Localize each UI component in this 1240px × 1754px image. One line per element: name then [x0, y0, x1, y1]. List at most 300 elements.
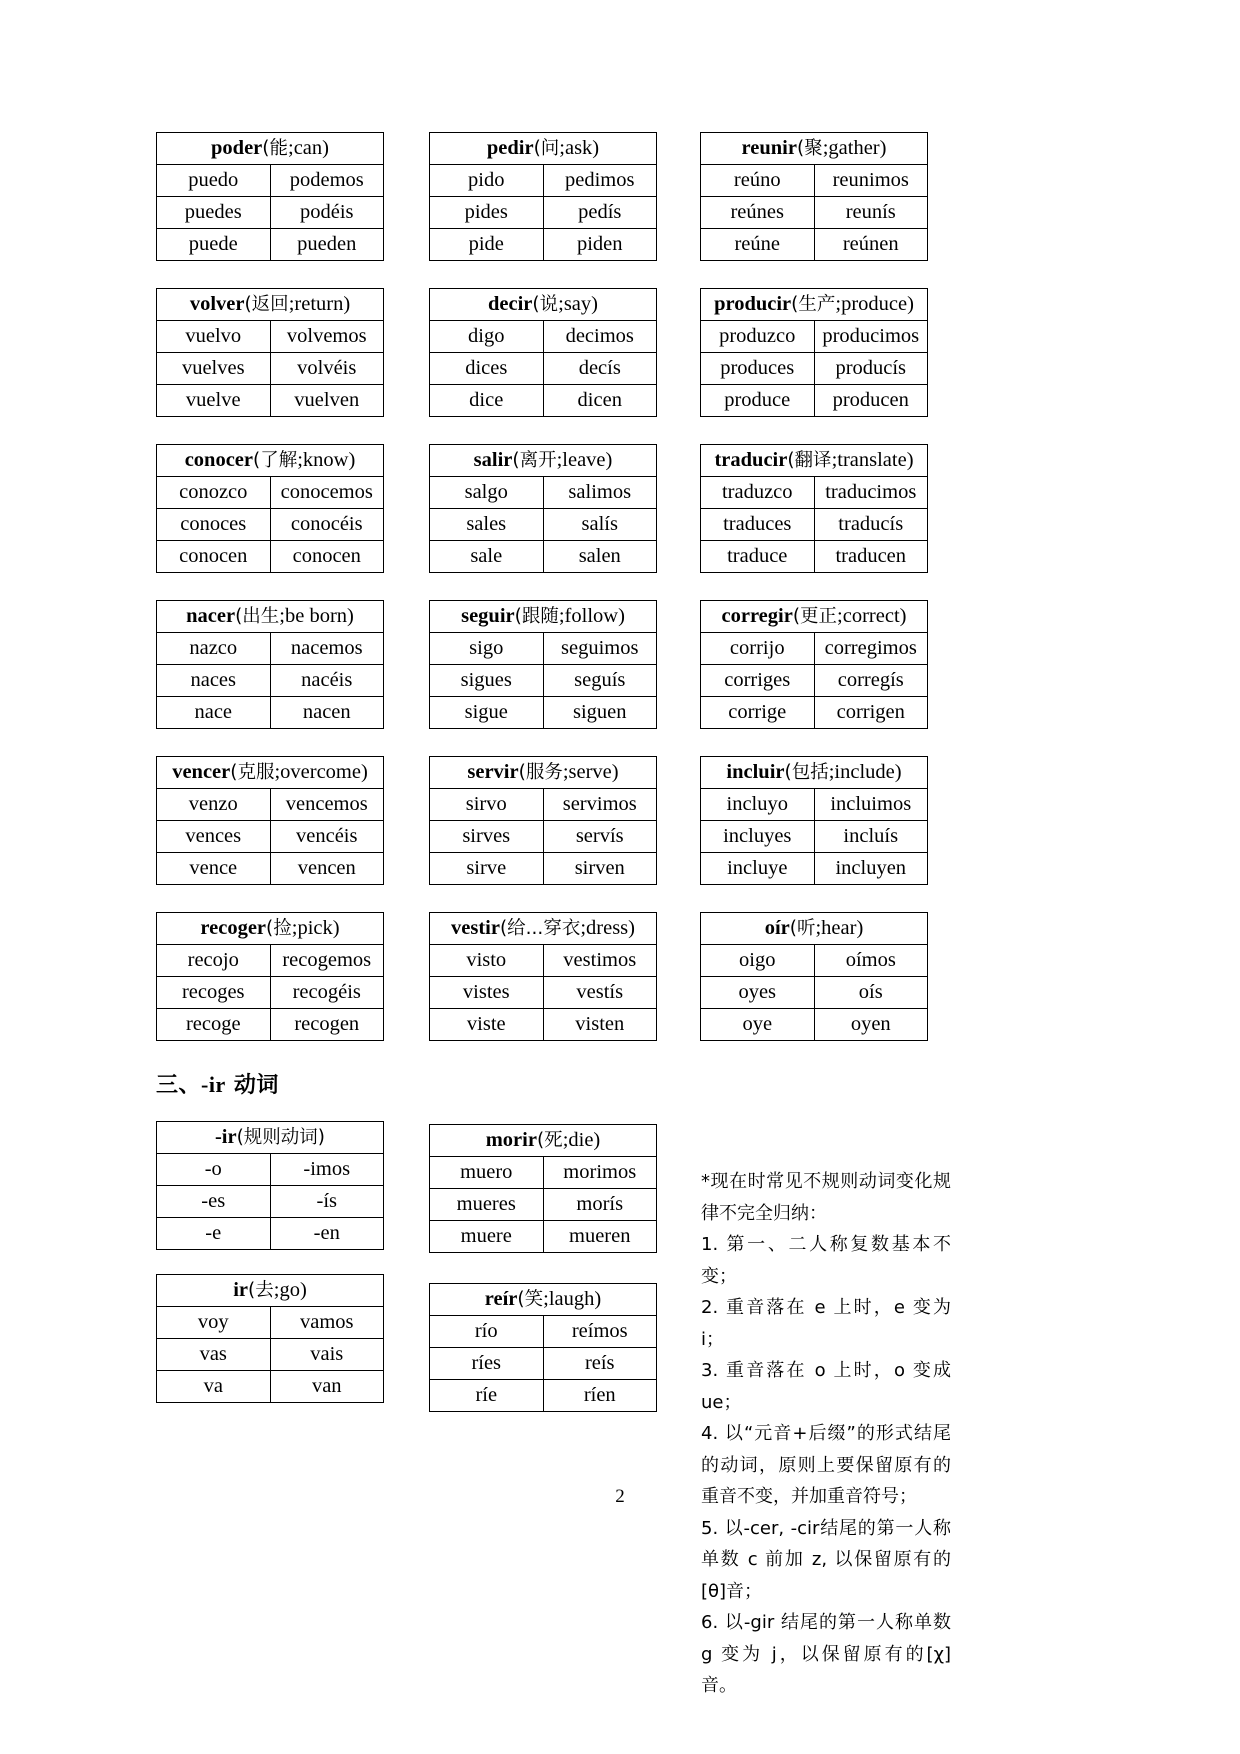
conjugation-cell: vamos: [270, 1307, 384, 1339]
conjugation-row: [157, 821, 384, 853]
verb-table-title: [430, 289, 657, 321]
conjugation-cell: viste: [430, 1009, 544, 1041]
verb-gloss-separator: ;: [558, 293, 564, 316]
conjugation-row: [701, 1009, 928, 1041]
verb-gloss-cn: (给...穿衣: [499, 918, 581, 940]
verb-gloss-separator: ;: [815, 917, 822, 940]
conjugation-cell: digo: [430, 321, 544, 353]
verb-table-reunir: [700, 132, 928, 261]
verb-gloss-cn: (服务: [518, 762, 563, 784]
notes-item-1: 1. 第一、二人称复数基本不变；: [701, 1234, 951, 1287]
conjugation-cell: vencemos: [270, 789, 384, 821]
conjugation-cell: conocéis: [270, 509, 384, 541]
verb-gloss-cn: (听: [789, 918, 816, 940]
verb-infinitive: corregir: [721, 605, 793, 628]
conjugation-cell: muere: [430, 1221, 544, 1253]
verb-table-title: [157, 289, 384, 321]
verb-table-recoger: [156, 912, 384, 1041]
irregular-verb-notes: [701, 1166, 951, 1702]
verb-gloss-cn: (聚: [796, 138, 823, 160]
verb-gloss-separator: ;: [556, 449, 563, 472]
conjugation-cell: traduces: [701, 509, 815, 541]
conjugation-cell: oyes: [701, 977, 815, 1009]
verb-gloss-cn: (说: [532, 294, 559, 316]
verb-gloss-cn: (捡: [266, 918, 292, 940]
conjugation-cell: ríen: [543, 1380, 657, 1412]
conjugation-cell: -e: [157, 1218, 271, 1250]
conjugation-row: [430, 1221, 657, 1253]
verb-gloss-en: overcome): [280, 761, 368, 784]
verb-table-header-row: [430, 133, 657, 165]
conjugation-row: [430, 1009, 657, 1041]
verb-gloss-cn: (去: [248, 1280, 274, 1302]
conjugation-cell: volvemos: [270, 321, 384, 353]
section-heading-suffix: 动词: [225, 1073, 279, 1098]
conjugation-cell: conozco: [157, 477, 271, 509]
conjugation-cell: nace: [157, 697, 271, 729]
verb-gloss-en: dress): [586, 917, 635, 940]
conjugation-cell: pides: [430, 197, 544, 229]
verb-gloss-cn: (返回: [244, 294, 289, 316]
verb-gloss-separator: ;: [822, 137, 829, 160]
verb-gloss-en: laugh): [548, 1288, 602, 1311]
conjugation-row: [430, 945, 657, 977]
conjugation-cell: produzco: [701, 321, 815, 353]
conjugation-cell: decimos: [543, 321, 657, 353]
verb-table-seguir: [429, 600, 657, 729]
conjugation-cell: incluyes: [701, 821, 815, 853]
verb-gloss-separator: ;: [828, 761, 835, 784]
verb-gloss-cn: (笑: [517, 1289, 544, 1311]
conjugation-cell: vuelvo: [157, 321, 271, 353]
verb-infinitive: ir: [233, 1279, 249, 1302]
conjugation-row: [701, 197, 928, 229]
conjugation-row: [430, 853, 657, 885]
conjugation-cell: recogemos: [270, 945, 384, 977]
verb-gloss-separator: ;: [273, 1279, 280, 1302]
verb-table-group-middle: [429, 132, 657, 1412]
conjugation-cell: -ís: [270, 1186, 384, 1218]
verb-infinitive: -ir: [214, 1126, 237, 1149]
conjugation-row: [430, 633, 657, 665]
verb-gloss-en: leave): [562, 449, 613, 472]
conjugation-row: [157, 197, 384, 229]
conjugation-cell: vence: [157, 853, 271, 885]
conjugation-cell: sigues: [430, 665, 544, 697]
conjugation-row: [430, 541, 657, 573]
conjugation-row: [157, 853, 384, 885]
conjugation-cell: traducimos: [814, 477, 928, 509]
conjugation-row: [157, 477, 384, 509]
verb-infinitive: producir: [714, 293, 792, 316]
verb-table-title: [157, 1275, 384, 1307]
verb-table-nacer: [156, 600, 384, 729]
conjugation-cell: incluye: [701, 853, 815, 885]
conjugation-cell: seguimos: [543, 633, 657, 665]
verb-table-rer: [429, 1283, 657, 1412]
verb-table-or: [700, 912, 928, 1041]
conjugation-cell: -o: [157, 1154, 271, 1186]
verb-table-title: [430, 757, 657, 789]
verb-gloss-separator: ;: [835, 293, 842, 316]
verb-table-title: [430, 445, 657, 477]
verb-table-title: [157, 1122, 384, 1154]
conjugation-cell: va: [157, 1371, 271, 1403]
conjugation-cell: río: [430, 1316, 544, 1348]
conjugation-cell: ríes: [430, 1348, 544, 1380]
conjugation-cell: incluís: [814, 821, 928, 853]
verb-gloss-en: hear): [821, 917, 864, 940]
verb-infinitive: seguir: [461, 605, 515, 628]
verb-table-corregir: [700, 600, 928, 729]
verb-gloss-en: correct): [842, 605, 907, 628]
conjugation-row: [430, 385, 657, 417]
conjugation-cell: traduzco: [701, 477, 815, 509]
conjugation-row: [701, 697, 928, 729]
verb-table-header-row: [157, 601, 384, 633]
conjugation-row: [701, 789, 928, 821]
verb-gloss-separator: ;: [287, 137, 294, 160]
conjugation-cell: voy: [157, 1307, 271, 1339]
conjugation-cell: seguís: [543, 665, 657, 697]
conjugation-row: [157, 1371, 384, 1403]
conjugation-cell: recoges: [157, 977, 271, 1009]
conjugation-cell: pedís: [543, 197, 657, 229]
conjugation-cell: corregimos: [814, 633, 928, 665]
verb-gloss-separator: ;: [297, 449, 303, 472]
conjugation-cell: reímos: [543, 1316, 657, 1348]
verb-table-header-row: [157, 913, 384, 945]
notes-item-4: 4. 以“元音+后缀”的形式结尾的动词，原则上要保留原有的重音不变，并加重音符号；: [701, 1423, 951, 1507]
verb-table-header-row: [157, 133, 384, 165]
verb-table-poder: [156, 132, 384, 261]
conjugation-row: [701, 353, 928, 385]
verb-table-header-row: [157, 1122, 384, 1154]
conjugation-row: [157, 1186, 384, 1218]
conjugation-row: [430, 1316, 657, 1348]
conjugation-row: [157, 665, 384, 697]
verb-gloss-en: include): [834, 761, 902, 784]
verb-table-vestir: [429, 912, 657, 1041]
verb-gloss-cn: (能: [262, 138, 288, 160]
conjugation-cell: venzo: [157, 789, 271, 821]
verb-table-header-row: [701, 913, 928, 945]
conjugation-row: [157, 945, 384, 977]
verb-table-traducir: [700, 444, 928, 573]
conjugation-row: [430, 1348, 657, 1380]
conjugation-cell: sirven: [543, 853, 657, 885]
conjugation-cell: reúne: [701, 229, 815, 261]
verb-gloss-separator: ;: [279, 605, 285, 628]
conjugation-row: [157, 1009, 384, 1041]
verb-gloss-separator: ;: [837, 605, 843, 628]
conjugation-cell: vais: [270, 1339, 384, 1371]
verb-table-title: [430, 1284, 657, 1316]
conjugation-row: [157, 633, 384, 665]
conjugation-cell: recojo: [157, 945, 271, 977]
conjugation-row: [430, 1380, 657, 1412]
verb-gloss-separator: ;: [288, 293, 295, 316]
verb-table-title: [701, 757, 928, 789]
verb-table-salir: [429, 444, 657, 573]
conjugation-cell: puede: [157, 229, 271, 261]
verb-table-producir: [700, 288, 928, 417]
conjugation-cell: sirvo: [430, 789, 544, 821]
conjugation-cell: sale: [430, 541, 544, 573]
conjugation-cell: dices: [430, 353, 544, 385]
verb-table-volver: [156, 288, 384, 417]
verb-table-title: [701, 133, 928, 165]
conjugation-row: [430, 697, 657, 729]
verb-gloss-en: ask): [564, 137, 600, 160]
conjugation-cell: decís: [543, 353, 657, 385]
conjugation-row: [430, 1157, 657, 1189]
verb-gloss-cn: (死: [536, 1130, 563, 1152]
notes-item-3: 3. 重音落在 o 上时，o 变成 ue；: [701, 1360, 951, 1413]
conjugation-cell: sirves: [430, 821, 544, 853]
verb-table-pedir: [429, 132, 657, 261]
verb-table-title: [157, 601, 384, 633]
verb-table-header-row: [430, 445, 657, 477]
conjugation-cell: vestimos: [543, 945, 657, 977]
verb-table-header-row: [430, 289, 657, 321]
conjugation-cell: traduce: [701, 541, 815, 573]
column-spacer: [429, 1068, 657, 1124]
verb-table-title: [157, 445, 384, 477]
conjugation-cell: dice: [430, 385, 544, 417]
conjugation-row: [430, 165, 657, 197]
conjugation-row: [157, 789, 384, 821]
conjugation-cell: producen: [814, 385, 928, 417]
section-heading-prefix: 三、: [156, 1073, 202, 1098]
verb-gloss-en: gather): [828, 137, 887, 160]
verb-gloss-en: follow): [564, 605, 625, 628]
verb-table-title: [701, 601, 928, 633]
notes-intro: *现在时常见不规则动词变化规律不完全归纳：: [701, 1171, 951, 1224]
conjugation-cell: muero: [430, 1157, 544, 1189]
conjugation-cell: reúno: [701, 165, 815, 197]
verb-gloss-en: be born): [284, 605, 354, 628]
verb-gloss-cn: (包括: [784, 762, 829, 784]
verb-gloss-en: translate): [837, 449, 914, 472]
verb-infinitive: poder: [211, 137, 263, 160]
conjugation-cell: ríe: [430, 1380, 544, 1412]
verb-table-header-row: [157, 1275, 384, 1307]
conjugation-cell: puedo: [157, 165, 271, 197]
conjugation-cell: vistes: [430, 977, 544, 1009]
conjugation-cell: oís: [814, 977, 928, 1009]
conjugation-row: [157, 1154, 384, 1186]
verb-table-incluir: [700, 756, 928, 885]
verb-gloss-en: say): [563, 293, 598, 316]
verb-table-title: [430, 913, 657, 945]
verb-gloss-cn: (了解: [252, 450, 298, 472]
section-heading-latin: -ir: [201, 1072, 226, 1097]
conjugation-row: [701, 665, 928, 697]
conjugation-row: [701, 541, 928, 573]
conjugation-cell: servís: [543, 821, 657, 853]
page-number: 2: [615, 1486, 625, 1507]
conjugation-cell: reunimos: [814, 165, 928, 197]
conjugation-row: [701, 165, 928, 197]
verb-table-group-right: [700, 132, 928, 1041]
conjugation-cell: pedimos: [543, 165, 657, 197]
conjugation-row: [430, 509, 657, 541]
conjugation-cell: oímos: [814, 945, 928, 977]
verb-gloss-cn: (更正: [792, 606, 838, 628]
conjugation-cell: vas: [157, 1339, 271, 1371]
conjugation-row: [430, 197, 657, 229]
conjugation-cell: salimos: [543, 477, 657, 509]
verb-infinitive: reír: [484, 1288, 518, 1311]
conjugation-row: [157, 1339, 384, 1371]
verb-gloss-separator: ;: [562, 1129, 569, 1152]
verb-column-middle: [429, 132, 657, 1442]
conjugation-cell: oyen: [814, 1009, 928, 1041]
verb-gloss-separator: ;: [543, 1288, 549, 1311]
conjugation-cell: sirve: [430, 853, 544, 885]
conjugation-cell: mueres: [430, 1189, 544, 1221]
conjugation-cell: vuelves: [157, 353, 271, 385]
verb-gloss-en: serve): [568, 761, 619, 784]
verb-table-morir: [429, 1124, 657, 1253]
conjugation-row: [701, 945, 928, 977]
verb-infinitive: vestir: [451, 917, 500, 940]
conjugation-row: [430, 321, 657, 353]
conjugation-cell: volvéis: [270, 353, 384, 385]
conjugation-row: [430, 977, 657, 1009]
conjugation-cell: visten: [543, 1009, 657, 1041]
conjugation-cell: conocen: [270, 541, 384, 573]
conjugation-cell: corregís: [814, 665, 928, 697]
conjugation-cell: reunís: [814, 197, 928, 229]
verb-gloss-en: return): [294, 293, 351, 316]
verb-table-title: [430, 133, 657, 165]
conjugation-cell: salgo: [430, 477, 544, 509]
notes-item-5: 5. 以-cer, -cir结尾的第一人称单数 c 前加 z, 以保留原有的[θ]音；: [701, 1517, 951, 1602]
verb-table--ir: [156, 1121, 384, 1250]
conjugation-row: [157, 1307, 384, 1339]
verb-infinitive: traducir: [714, 449, 788, 472]
conjugation-cell: corrige: [701, 697, 815, 729]
verb-table-header-row: [701, 601, 928, 633]
verb-gloss-en: know): [302, 449, 356, 472]
conjugation-row: [157, 385, 384, 417]
verb-gloss-cn: (规则动词): [236, 1127, 326, 1149]
conjugation-cell: oye: [701, 1009, 815, 1041]
conjugation-cell: reúnes: [701, 197, 815, 229]
conjugation-cell: puedes: [157, 197, 271, 229]
conjugation-cell: sigo: [430, 633, 544, 665]
conjugation-row: [430, 229, 657, 261]
conjugation-row: [701, 509, 928, 541]
conjugation-cell: corrijo: [701, 633, 815, 665]
conjugation-cell: salen: [543, 541, 657, 573]
verb-infinitive: salir: [473, 449, 513, 472]
verb-gloss-separator: ;: [291, 917, 298, 940]
verb-table-header-row: [701, 757, 928, 789]
verb-table-header-row: [430, 1125, 657, 1157]
verb-table-ir: [156, 1274, 384, 1403]
conjugation-cell: nazco: [157, 633, 271, 665]
conjugation-cell: servimos: [543, 789, 657, 821]
conjugation-row: [430, 821, 657, 853]
conjugation-cell: conoces: [157, 509, 271, 541]
conjugation-cell: pide: [430, 229, 544, 261]
conjugation-row: [157, 509, 384, 541]
verb-infinitive: oír: [764, 917, 790, 940]
verb-table-header-row: [430, 1284, 657, 1316]
conjugation-cell: traducen: [814, 541, 928, 573]
conjugation-cell: recogen: [270, 1009, 384, 1041]
conjugation-cell: reís: [543, 1348, 657, 1380]
conjugation-cell: produce: [701, 385, 815, 417]
verb-table-decir: [429, 288, 657, 417]
verb-table-vencer: [156, 756, 384, 885]
conjugation-row: [430, 477, 657, 509]
section-heading-ir-verbs: [156, 1068, 384, 1099]
verb-infinitive: pedir: [486, 137, 534, 160]
verb-infinitive: volver: [189, 293, 245, 316]
conjugation-row: [430, 665, 657, 697]
verb-column-right: [700, 132, 928, 1068]
conjugation-cell: incluyo: [701, 789, 815, 821]
verb-table-header-row: [157, 757, 384, 789]
verb-gloss-separator: ;: [831, 449, 838, 472]
verb-table-header-row: [430, 601, 657, 633]
conjugation-cell: conocen: [157, 541, 271, 573]
verb-infinitive: recoger: [200, 917, 267, 940]
verb-infinitive: conocer: [184, 449, 253, 472]
verb-table-header-row: [701, 133, 928, 165]
conjugation-cell: oigo: [701, 945, 815, 977]
conjugation-row: [157, 321, 384, 353]
conjugation-cell: vestís: [543, 977, 657, 1009]
conjugation-row: [701, 229, 928, 261]
conjugation-cell: morimos: [543, 1157, 657, 1189]
conjugation-cell: visto: [430, 945, 544, 977]
verb-gloss-cn: (生产: [791, 294, 836, 316]
verb-gloss-cn: (克服: [230, 762, 275, 784]
verb-gloss-cn: (问: [533, 138, 560, 160]
verb-gloss-en: produce): [841, 293, 914, 316]
verb-gloss-en: pick): [297, 917, 340, 940]
verb-infinitive: reunir: [741, 137, 797, 160]
verb-table-header-row: [157, 289, 384, 321]
conjugation-row: [701, 853, 928, 885]
notes-item-2: 2. 重音落在 e 上时，e 变为 i；: [701, 1297, 951, 1350]
conjugation-cell: produces: [701, 353, 815, 385]
conjugation-cell: incluimos: [814, 789, 928, 821]
conjugation-cell: nacéis: [270, 665, 384, 697]
verb-table-title: [430, 601, 657, 633]
conjugation-row: [701, 321, 928, 353]
verb-table-title: [157, 757, 384, 789]
conjugation-cell: vencen: [270, 853, 384, 885]
conjugation-cell: -es: [157, 1186, 271, 1218]
verb-table-title: [157, 133, 384, 165]
verb-table-header-row: [157, 445, 384, 477]
verb-table-header-row: [701, 289, 928, 321]
verb-table-conocer: [156, 444, 384, 573]
conjugation-row: [157, 697, 384, 729]
verb-table-header-row: [430, 757, 657, 789]
conjugation-cell: podemos: [270, 165, 384, 197]
verb-infinitive: vencer: [172, 761, 231, 784]
verb-table-title: [701, 913, 928, 945]
conjugation-cell: corriges: [701, 665, 815, 697]
conjugation-row: [430, 1189, 657, 1221]
